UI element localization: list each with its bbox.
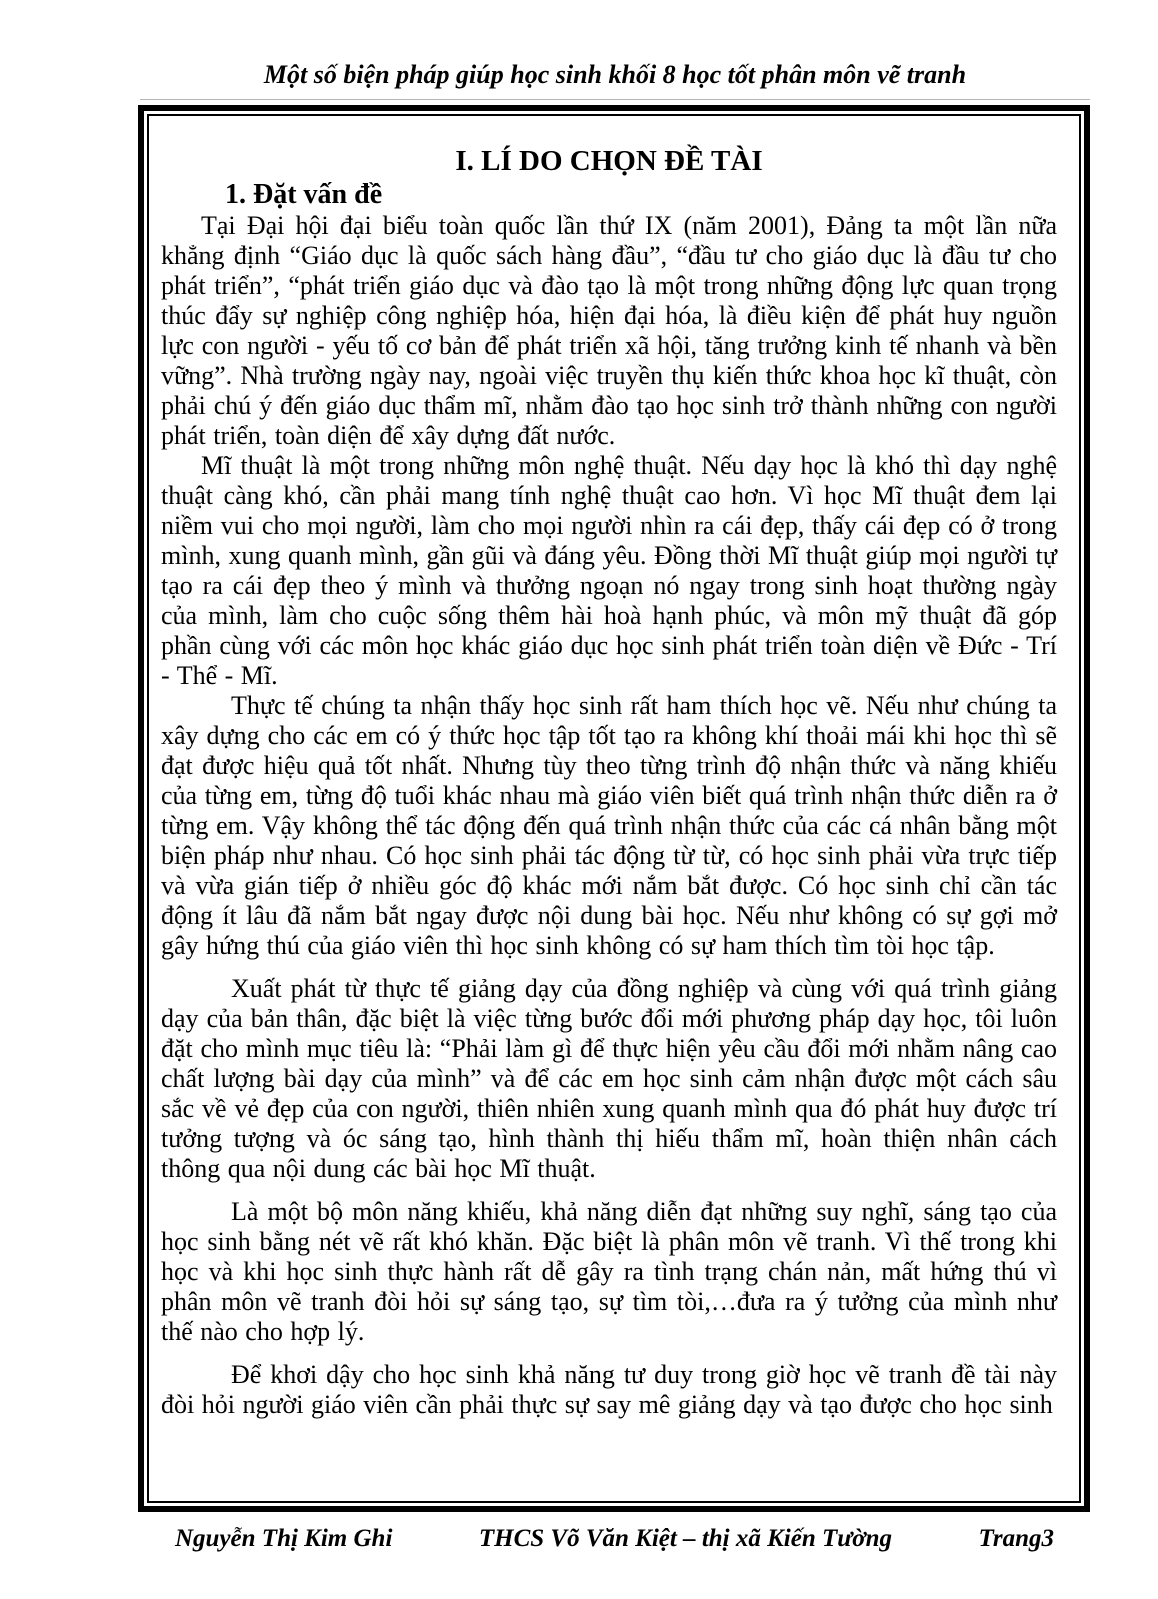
paragraph: Để khơi dậy cho học sinh khả năng tư duy trong giờ học vẽ tranh đề tài này đòi hỏi người giáo viên cần phải thực sự say mê giảng dạy và tạo được cho học sinh [161,1360,1057,1419]
paragraph: Mĩ thuật là một trong những môn nghệ thuật. Nếu dạy học là khó thì dạy nghệ thuật càng khó, cần phải mang tính nghệ thuật cao hơn. Vì học Mĩ thuật đem lại niềm vui cho mọi người, làm cho mọi người nhìn ra cái đẹp, thấy cái đẹp có ở trong mình, xung quanh mình, gần gũi và đáng yêu. Đồng thời Mĩ thuật giúp mọi người tự tạo ra cái đẹp theo ý mình và thưởng ngoạn nó ngay trong sinh hoạt thường ngày của mình, làm cho cuộc sống thêm hài hoà hạnh phúc, và môn mỹ thuật đã góp phần cùng với các môn học khác giáo dục học sinh phát triển toàn diện về Đức - Trí - Thể - Mĩ. [161,451,1057,690]
paragraph: Xuất phát từ thực tế giảng dạy của đồng nghiệp và cùng với quá trình giảng dạy của bản thân, đặc biệt là việc từng bước đổi mới phương pháp dạy học, tôi luôn đặt cho mình mục tiêu là: “Phải làm gì để thực hiện yêu cầu đổi mới nhằm nâng cao chất lượng bài dạy của mình” và để các em học sinh cảm nhận được một cách sâu sắc về vẻ đẹp của con người, thiên nhiên xung quanh mình qua đó phát huy được trí tưởng tượng và óc sáng tạo, hình thành thị hiếu thẩm mĩ, hoàn thiện nhân cách thông qua nội dung các bài học Mĩ thuật. [161,974,1057,1183]
section-title: I. LÍ DO CHỌN ĐỀ TÀI [455,145,763,177]
page-footer [138,1524,1090,1554]
paragraph: Thực tế chúng ta nhận thấy học sinh rất ham thích học vẽ. Nếu như chúng ta xây dựng cho các em có ý thức học tập tốt tạo ra không khí thoải mái khi học thì sẽ đạt được hiệu quả tốt nhất. Nhưng tùy theo từng trình độ nhận thức và năng khiếu của từng em, từng độ tuổi khác nhau mà giáo viên biết quá trình nhận thức diễn ra ở từng em. Vậy không thể tác động đến quá trình nhận thức của các cá nhân bằng một biện pháp như nhau. Có học sinh phải tác động từ từ, có học sinh phải vừa trực tiếp và vừa gián tiếp ở nhiều góc độ khác mới nắm bắt được. Có học sinh chỉ cần tác động ít lâu đã nắm bắt ngay được nội dung bài học. Nếu như không có sự gợi mở gây hứng thú của giáo viên thì học sinh không có sự ham thích tìm tòi học tập. [161,691,1057,960]
content-border [138,105,1090,1512]
footer-page-number: Trang3 [978,1525,1054,1552]
content-area [147,114,1081,1503]
footer-school: THCS Võ Văn Kiệt – thị xã Kiến Tường [478,1525,893,1552]
footer-author: Nguyễn Thị Kim Ghi [175,1525,393,1552]
paragraph: Tại Đại hội đại biểu toàn quốc lần thứ IX (năm 2001), Đảng ta một lần nữa khẳng định “Giáo dục là quốc sách hàng đầu”, “đầu tư cho giáo dục là đầu tư cho phát triển”, “phát triển giáo dục và đào tạo là một trong những động lực quan trọng thúc đẩy sự nghiệp công nghiệp hóa, hiện đại hóa, là điều kiện để phát huy nguồn lực con người - yếu tố cơ bản để phát triển xã hội, tăng trưởng kinh tế nhanh và bền vững”. Nhà trường ngày nay, ngoài việc truyền thụ kiến thức khoa học kĩ thuật, còn phải chú ý đến giáo dục thẩm mĩ, nhằm đào tạo học sinh trở thành những con người phát triển, toàn diện để xây dựng đất nước. [161,211,1057,450]
running-header: Một số biện pháp giúp học sinh khối 8 học tốt phân môn vẽ tranh [140,60,1090,100]
subsection-heading: 1. Đặt vấn đề [225,179,383,210]
paragraph: Là một bộ môn năng khiếu, khả năng diễn đạt những suy nghĩ, sáng tạo của học sinh bằng nét vẽ rất khó khăn. Đặc biệt là phân môn vẽ tranh. Vì thế trong khi học và khi học sinh thực hành rất dễ gây ra tình trạng chán nản, mất hứng thú vì phân môn vẽ tranh đòi hỏi sự sáng tạo, sự tìm tòi,…đưa ra ý tưởng của mình như thế nào cho hợp lý. [161,1197,1057,1346]
